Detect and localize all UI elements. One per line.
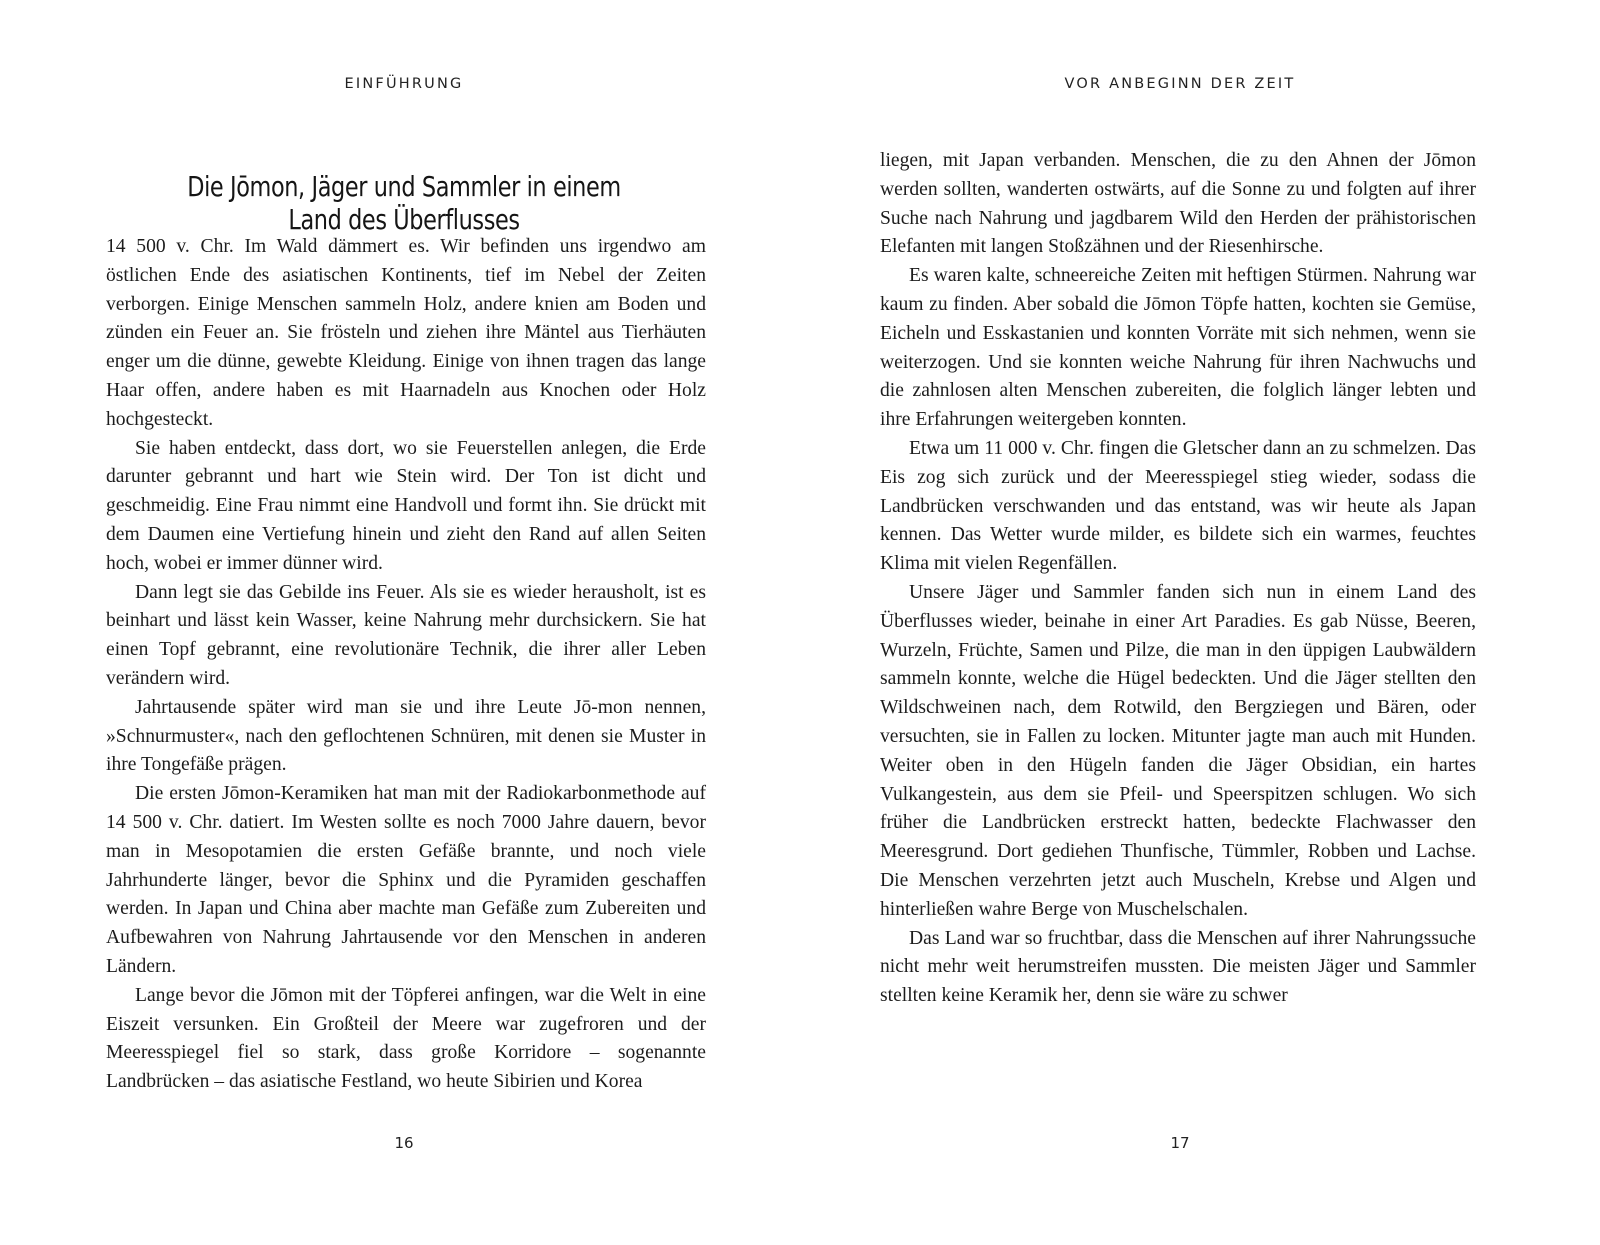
- running-head: EINFÜHRUNG: [344, 76, 464, 92]
- paragraph: Lange bevor die Jōmon mit der Töpferei anfingen, war die Welt in eine Eiszeit versunken. Ein Großteil der Meere war zugefroren und der Meeresspiegel fiel so stark, dass große Korridore – sogenannte Landbrücken – das asiatische Festland, wo heute Sibirien und Korea: [106, 984, 706, 1093]
- body-text: [106, 233, 706, 1097]
- right-page: [800, 0, 1600, 1245]
- paragraph: Unsere Jäger und Sammler fanden sich nun in einem Land des Überflusses wieder, beinahe in einer Art Paradies. Es gab Nüsse, Beeren, Wurzeln, Früchte, Samen und Pilze, die man in den üppigen Laubwäldern sammeln konnte, welche die Hügel bedeckten. Und die Jäger stellten den Wildschweinen nach, dem Rotwild, den Bergziegen und Bären, oder versuchten, sie in Fallen zu locken. Mitunter jagte man auch mit Hunden. Weiter oben in den Hügeln fanden die Jäger Obsidian, ein hartes Vulkangestein, aus dem sie Pfeil- und Speerspitzen schlugen. Wo sich früher die Landbrücken erstreckt hatten, bedeckte Flachwasser den Meeresgrund. Dort gediehen Thunfische, Tümmler, Robben und Lachse. Die Menschen verzehrten jetzt auch Muscheln, Krebse und Algen und hinterließen wahre Berge von Muschelschalen.: [880, 581, 1476, 920]
- paragraph: Die ersten Jōmon-Keramiken hat man mit der Radiokarbonmethode auf 14 500 v. Chr. datiert. Im Westen sollte es noch 7000 Jahre dauern, bevor man in Mesopotamien die ersten Gefäße brannte, und noch viele Jahrhunderte länger, bevor die Sphinx und die Pyramiden geschaffen werden. In Japan und China aber machte man Gefäße zum Zubereiten und Aufbewahren von Nahrung Jahrtausende vor den Menschen in anderen Ländern.: [106, 783, 706, 977]
- paragraph: Dann legt sie das Gebilde ins Feuer. Als sie es wieder herausholt, ist es beinhart und lässt kein Wasser, keine Nahrung mehr durchsickern. Sie hat einen Topf gebrannt, eine revolutionäre Technik, die ihrer aller Leben verändern wird.: [106, 581, 706, 689]
- running-head: VOR ANBEGINN DER ZEIT: [1064, 76, 1296, 92]
- paragraph: Jahrtausende später wird man sie und ihre Leute Jō-mon nennen, »Schnurmuster«, nach den geflochtenen Schnüren, mit denen sie Muster in ihre Tongefäße prägen.: [106, 696, 706, 776]
- paragraph: Das Land war so fruchtbar, dass die Menschen auf ihrer Nahrungssuche nicht mehr weit herumstreifen mussten. Die meisten Jäger und Sammler stellten keine Keramik her, denn sie wäre zu schwer: [880, 927, 1476, 1007]
- paragraph: Es waren kalte, schneereiche Zeiten mit heftigen Stürmen. Nahrung war kaum zu finden. Aber sobald die Jōmon Töpfe hatten, kochten sie Gemüse, Eicheln und Esskastanien und konnten Vorräte mit sich nehmen, wenn sie weiterzogen. Und sie konnten weiche Nahrung für ihren Nachwuchs und die zahnlosen alten Menschen zubereiten, die folglich länger lebten und ihre Erfahrungen weitergeben konnten.: [880, 265, 1476, 431]
- paragraph: liegen, mit Japan verbanden. Menschen, die zu den Ahnen der Jōmon werden sollten, wanderten ostwärts, auf die Sonne zu und folgten auf ihrer Suche nach Nahrung und jagdbarem Wild den Herden der prähistorischen Elefanten mit langen Stoßzähnen und der Riesenhirsche.: [880, 150, 1476, 258]
- paragraph: 14 500 v. Chr. Im Wald dämmert es. Wir befinden uns irgendwo am östlichen Ende des asiatischen Kontinents, tief im Nebel der Zeiten verborgen. Einige Menschen sammeln Holz, andere knien am Boden und zünden ein Feuer an. Sie frösteln und ziehen ihre Mäntel aus Tierhäuten enger um die dünne, gewebte Kleidung. Einige von ihnen tragen das lange Haar offen, andere haben es mit Haarnadeln aus Knochen oder Holz hochgesteckt.: [106, 236, 706, 430]
- page-number: 16: [394, 1134, 414, 1152]
- chapter-title: Die Jōmon, Jäger und Sammler in einem Land des Überflusses: [187, 170, 621, 236]
- paragraph: Sie haben entdeckt, dass dort, wo sie Feuerstellen anlegen, die Erde darunter gebrannt und hart wie Stein wird. Der Ton ist dicht und geschmeidig. Eine Frau nimmt eine Handvoll und formt ihn. Sie drückt mit dem Daumen eine Vertiefung hinein und zieht den Rand auf allen Seiten hoch, wobei er immer dünner wird.: [106, 437, 706, 574]
- paragraph: Etwa um 11 000 v. Chr. fingen die Gletscher dann an zu schmelzen. Das Eis zog sich zurück und der Meeresspiegel stieg wieder, sodass die Landbrücken verschwanden und das entstand, was wir heute als Japan kennen. Das Wetter wurde milder, es bildete sich ein warmes, feuchtes Klima mit vielen Regenfällen.: [880, 437, 1476, 575]
- body-text: [880, 147, 1476, 1011]
- page-number: 17: [1170, 1134, 1190, 1152]
